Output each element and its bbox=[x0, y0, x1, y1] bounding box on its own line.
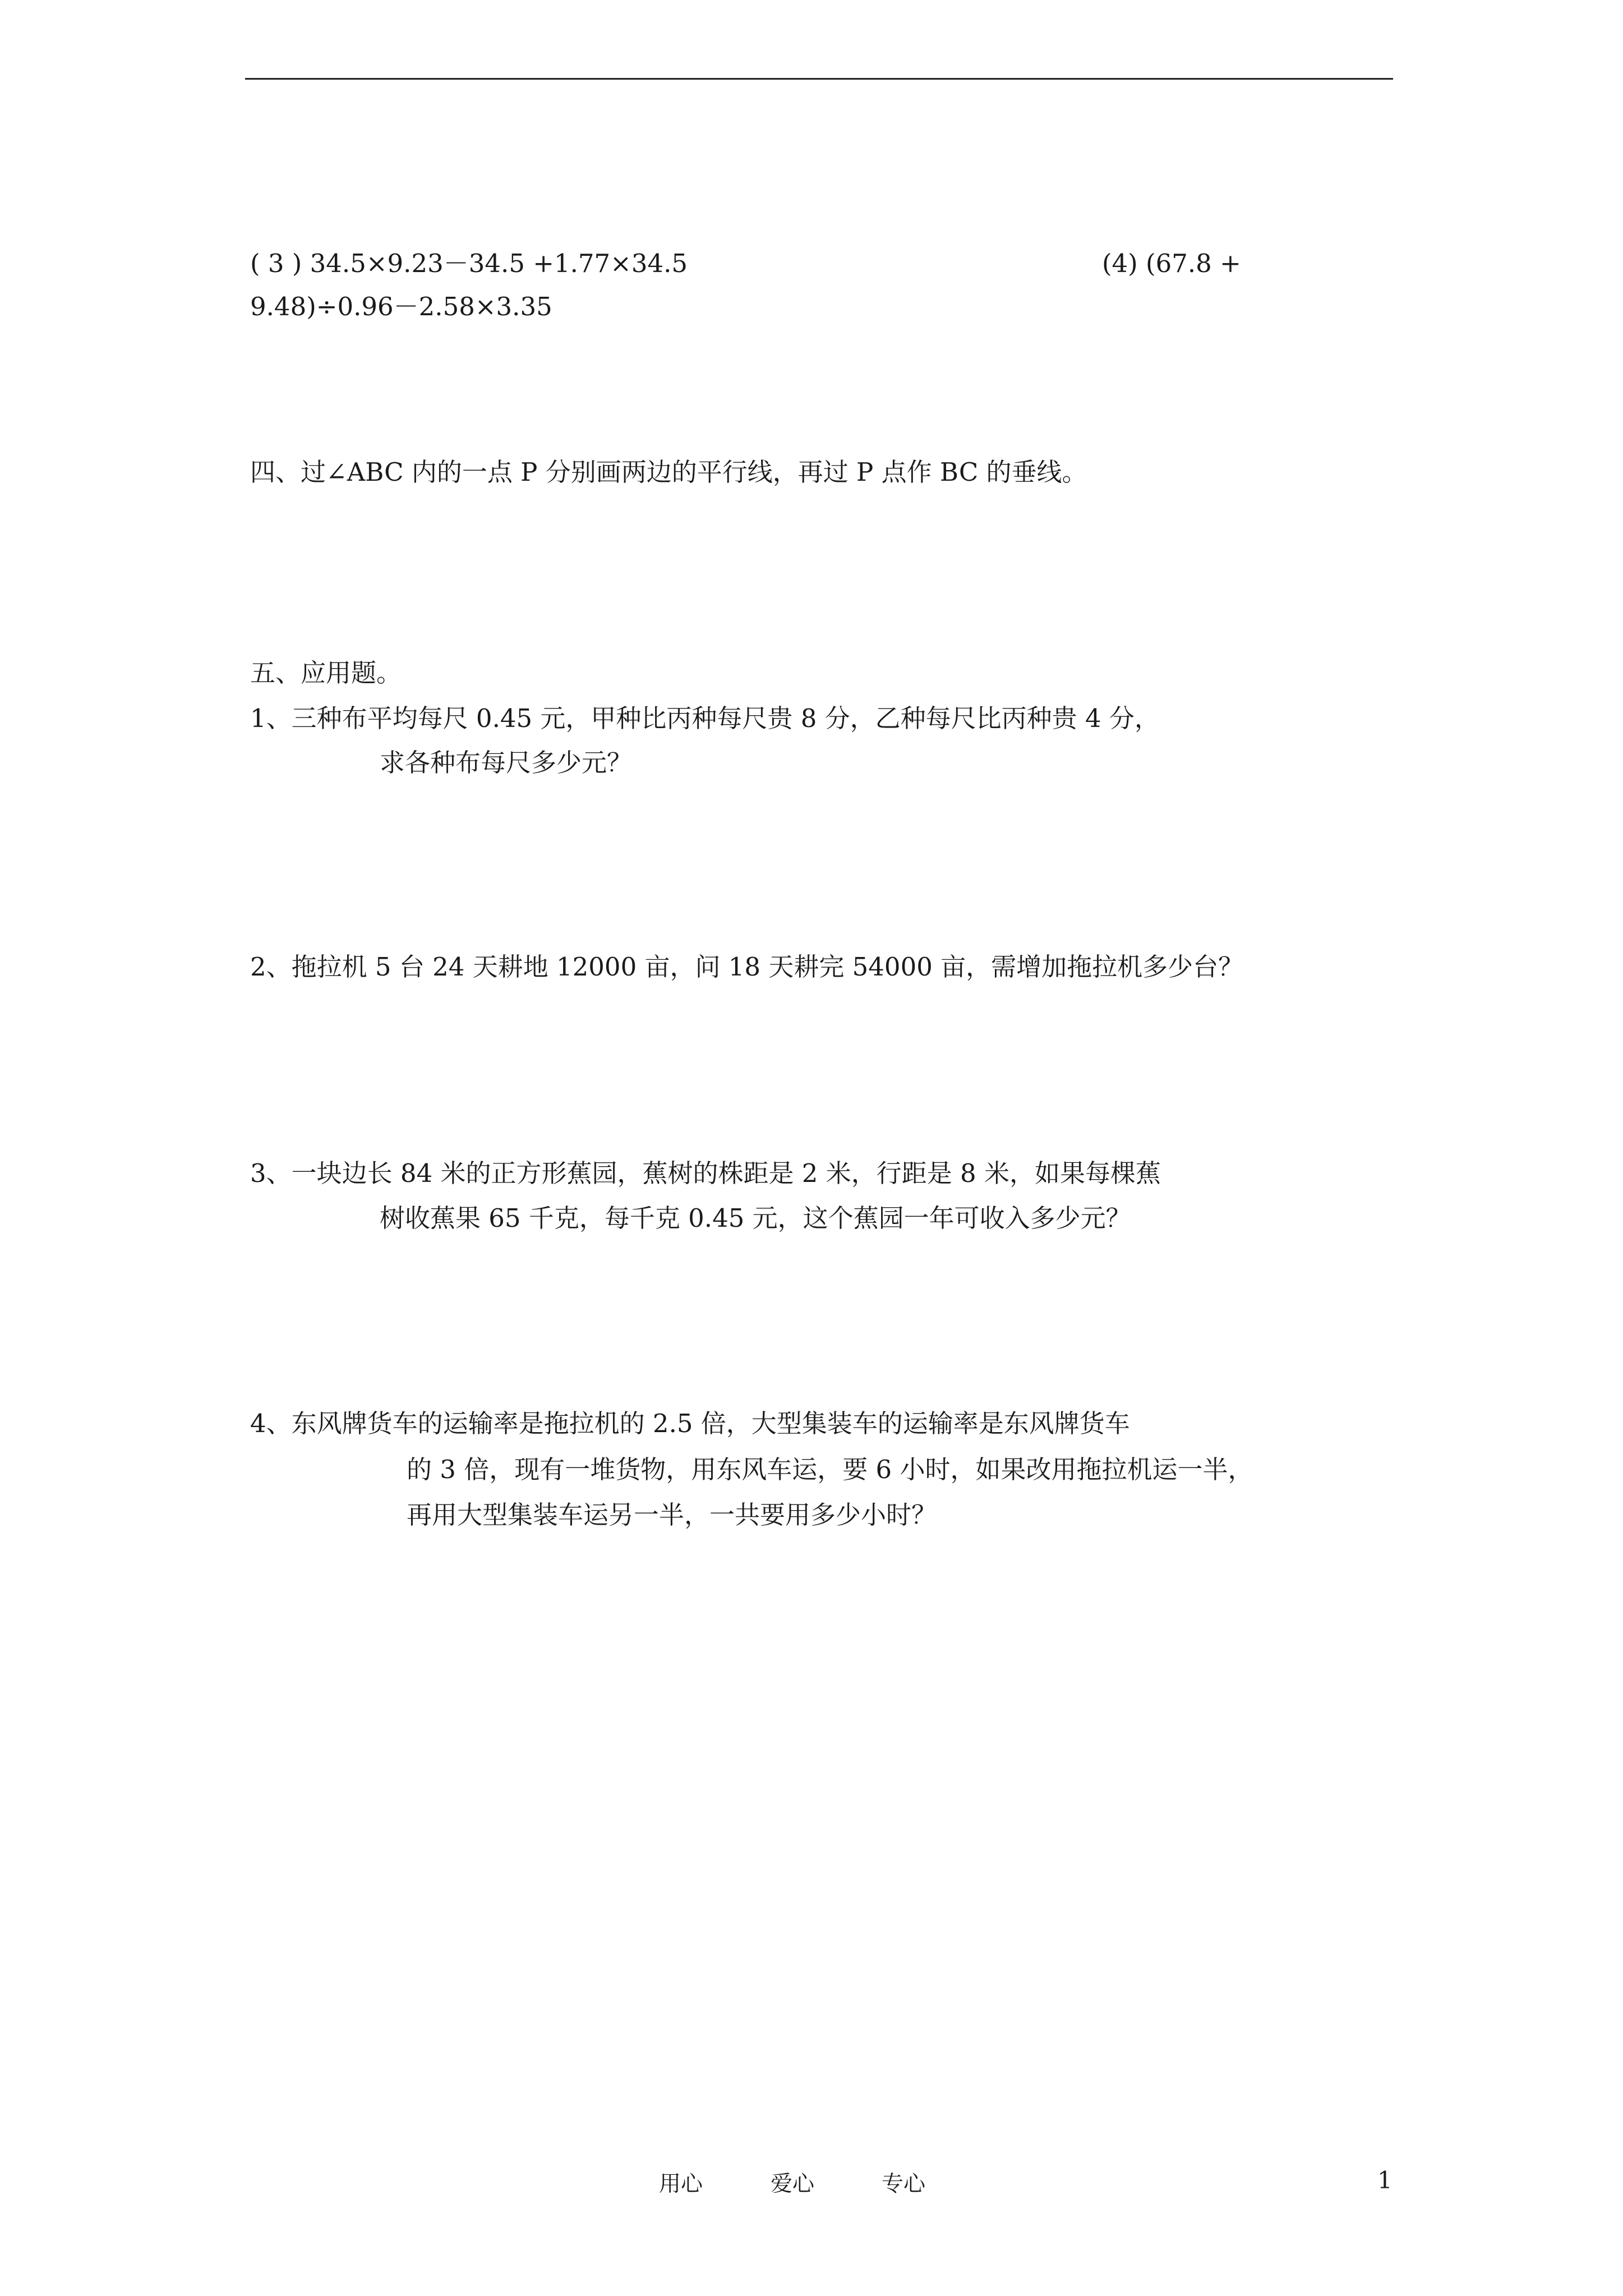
problem-1-line-2: 求各种布每尺多少元？ bbox=[380, 748, 633, 777]
page-number: 1 bbox=[1377, 2166, 1393, 2194]
footer-word-1: 用心 bbox=[659, 2171, 703, 2197]
header-rule bbox=[245, 78, 1393, 80]
problem-4-line-2: 的 3 倍，现有一堆货物，用东风车运，要 6 小时，如果改用拖拉机运一半， bbox=[407, 1455, 1253, 1484]
problem-4-line-3: 再用大型集装车运另一半，一共要用多少小时？ bbox=[407, 1500, 937, 1530]
footer-word-3: 专心 bbox=[882, 2171, 926, 2197]
calc-problem-3: ( 3 ) 34.5×9.23－34.5 +1.77×34.5 bbox=[250, 249, 688, 278]
section-five-heading: 五、应用题。 bbox=[250, 658, 402, 688]
problem-3-line-1: 3、一块边长 84 米的正方形蕉园，蕉树的株距是 2 米，行距是 8 米，如果每棵蕉 bbox=[250, 1158, 1161, 1188]
calc-problem-4-continuation: 9.48)÷0.96－2.58×3.35 bbox=[250, 292, 552, 321]
footer-word-2: 爱心 bbox=[771, 2171, 815, 2197]
section-four-text: 四、过∠ABC 内的一点 P 分别画两边的平行线，再过 P 点作 BC 的垂线。 bbox=[250, 457, 1087, 487]
problem-2-line-1: 2、拖拉机 5 台 24 天耕地 12000 亩，问 18 天耕完 54000 亩，需增加拖拉机多少台？ bbox=[250, 952, 1244, 982]
problem-4-line-1: 4、东风牌货车的运输率是拖拉机的 2.5 倍，大型集装车的运输率是东风牌货车 bbox=[250, 1409, 1130, 1438]
problem-3-line-2: 树收蕉果 65 千克，每千克 0.45 元，这个蕉园一年可收入多少元？ bbox=[380, 1203, 1131, 1233]
calc-problem-4-start: (4) (67.8 + bbox=[1102, 249, 1241, 278]
problem-1-line-1: 1、三种布平均每尺 0.45 元，甲种比丙种每尺贵 8 分，乙种每尺比丙种贵 4 分， bbox=[250, 703, 1160, 733]
